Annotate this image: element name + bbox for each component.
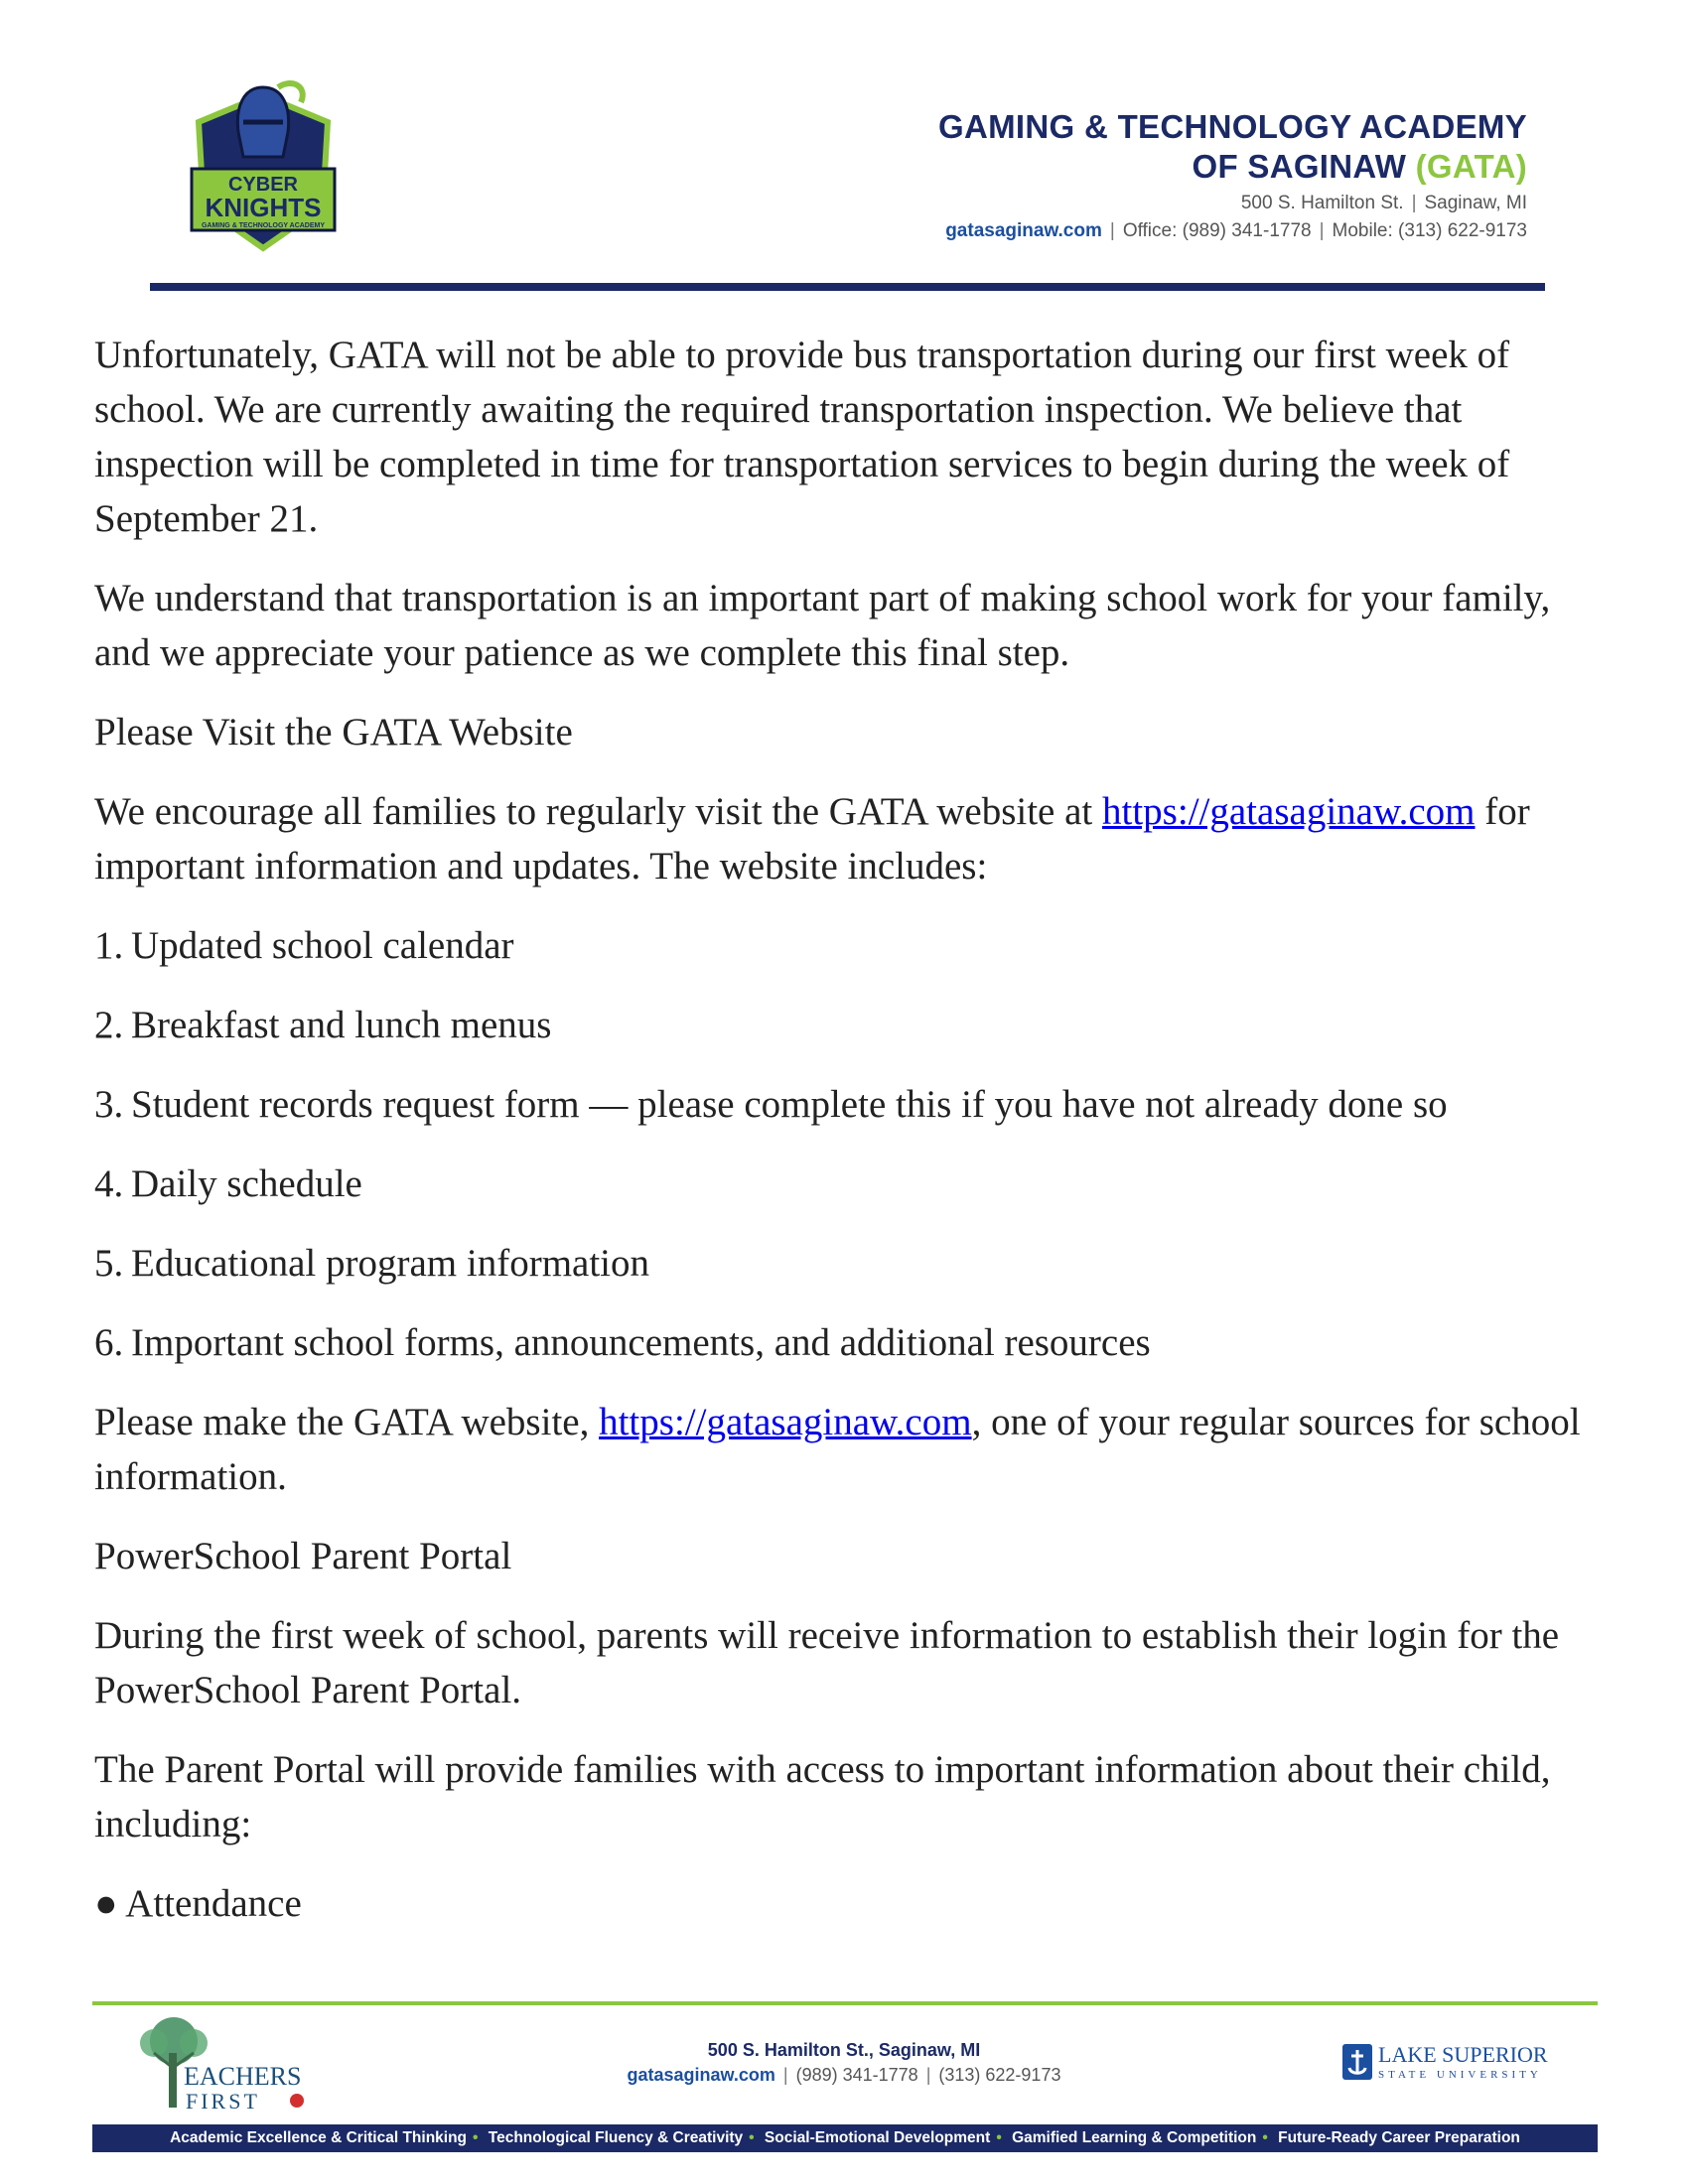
list-item: 6. Important school forms, announcements, and additional resources bbox=[94, 1321, 1151, 1364]
header-contact: gatasaginaw.com | Office: (989) 341-1778 | Mobile: (313) 622-9173 bbox=[945, 220, 1527, 241]
lake-superior-state-university-logo bbox=[1340, 2040, 1579, 2084]
school-name-line2: OF SAGINAW (GATA) bbox=[1192, 148, 1527, 185]
paragraph-regular-source: Please make the GATA website, https://gatasaginaw.com, one of your regular sources for school information. bbox=[94, 1401, 1581, 1498]
list-item: 1. Updated school calendar bbox=[94, 924, 514, 967]
header-office-phone: Office: (989) 341-1778 bbox=[1122, 220, 1312, 241]
pillars-bar: Academic Excellence & Critical Thinking • Technological Fluency & Creativity • Social-Emotional Development • Gamified Learning & Competition • Future-Ready Career Preparation bbox=[92, 2124, 1598, 2152]
list-item: 2. Breakfast and lunch menus bbox=[94, 1004, 552, 1046]
header-divider bbox=[150, 283, 1545, 291]
teachers-first-line1: EACHERS bbox=[184, 2062, 302, 2091]
paragraph-patience: We understand that transportation is an important part of making school work for your family, and we appreciate your patience as we complete this final step. bbox=[94, 577, 1551, 674]
paragraph-transportation: Unfortunately, GATA will not be able to provide bus transportation during our first week of school. We are currently awaiting the required transportation inspection. We believe that inspection will be completed in time for transportation services to begin during the week of September 21. bbox=[94, 334, 1510, 540]
teachers-first-logo bbox=[114, 2013, 323, 2113]
lssu-name: LAKE SUPERIOR bbox=[1378, 2042, 1548, 2067]
list-item: 4. Daily schedule bbox=[94, 1162, 362, 1205]
list-item: 3. Student records request form — please complete this if you have not already done so bbox=[94, 1083, 1448, 1126]
school-name bbox=[938, 107, 1527, 187]
bullet-item: ● Attendance bbox=[94, 1882, 302, 1925]
letter-body bbox=[94, 328, 1594, 1956]
header-website-link[interactable]: gatasaginaw.com bbox=[945, 220, 1102, 241]
heading-parent-portal: PowerSchool Parent Portal bbox=[94, 1535, 512, 1577]
footer-address: 500 S. Hamilton St., Saginaw, MI bbox=[707, 2040, 981, 2060]
bullet-icon: ● bbox=[94, 1882, 118, 1925]
header-mobile-phone: Mobile: (313) 622-9173 bbox=[1332, 220, 1527, 241]
website-link[interactable]: https://gatasaginaw.com bbox=[599, 1401, 972, 1443]
heading-website: Please Visit the GATA Website bbox=[94, 711, 573, 753]
school-name-line1: GAMING & TECHNOLOGY ACADEMY bbox=[938, 108, 1527, 145]
logo-text-knights: KNIGHTS bbox=[205, 193, 322, 222]
lssu-sub: STATE UNIVERSITY bbox=[1378, 2069, 1542, 2081]
website-link[interactable]: https://gatasaginaw.com bbox=[1102, 790, 1476, 833]
list-item: 5. Educational program information bbox=[94, 1242, 650, 1285]
footer-contact: gatasaginaw.com | (989) 341-1778 | (313) 622-9173 bbox=[627, 2065, 1061, 2085]
teachers-first-line2: FIRST bbox=[186, 2089, 260, 2113]
footer-website-link[interactable]: gatasaginaw.com bbox=[627, 2065, 775, 2085]
header-address: 500 S. Hamilton St. | Saginaw, MI bbox=[1240, 193, 1527, 213]
logo-text-academy: GAMING & TECHNOLOGY ACADEMY bbox=[201, 222, 326, 229]
paragraph-website: We encourage all families to regularly visit the GATA website at https://gatasaginaw.com for important information and updates. The website includes: bbox=[94, 790, 1530, 887]
paragraph-portal-login: During the first week of school, parents will receive information to establish their login for the PowerSchool Parent Portal. bbox=[94, 1614, 1560, 1711]
school-abbr: (GATA) bbox=[1415, 148, 1527, 185]
logo-text-cyber: CYBER bbox=[227, 174, 299, 196]
apple-icon bbox=[290, 2094, 304, 2108]
footer-divider bbox=[92, 2001, 1598, 2005]
cyber-knights-logo bbox=[184, 77, 343, 256]
paragraph-portal-access: The Parent Portal will provide families with access to important information about their child, including: bbox=[94, 1748, 1551, 1845]
